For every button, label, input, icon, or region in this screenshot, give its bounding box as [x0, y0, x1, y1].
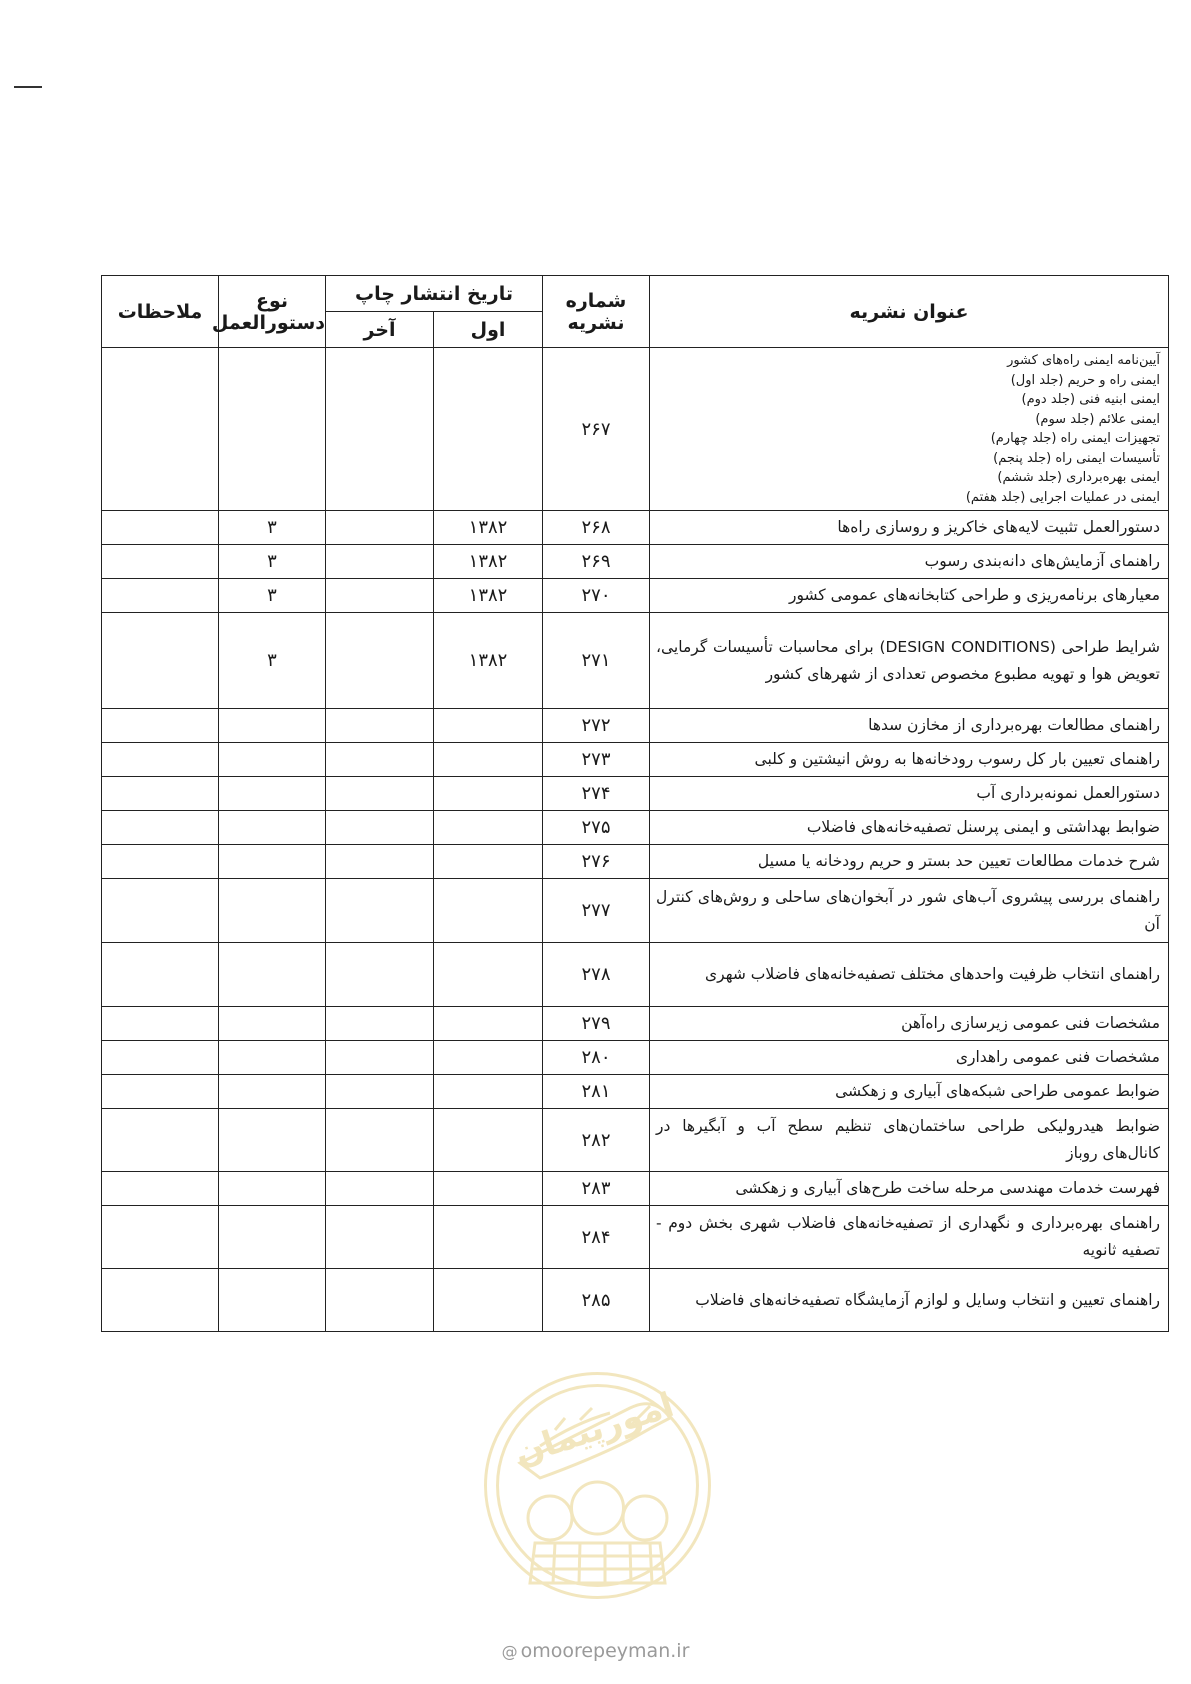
row-notes: [102, 811, 219, 845]
row-title: مشخصات فنی عمومی زیرسازی راه‌آهن: [650, 1007, 1169, 1041]
row-notes: [102, 709, 219, 743]
row-notes: [102, 743, 219, 777]
row-title: معیارهای برنامه‌ریزی و طراحی کتابخانه‌های عمومی کشور: [650, 579, 1169, 613]
row-first-print: ۱۳۸۲: [434, 579, 543, 613]
row-number: ۲۸۵: [543, 1269, 650, 1332]
row-type: ۳: [219, 579, 326, 613]
row-first-print: [434, 1075, 543, 1109]
website-url: omoorepeyman.ir: [520, 1640, 690, 1662]
row-type: ۳: [219, 511, 326, 545]
row-notes: [102, 348, 219, 511]
row-title: راهنمای تعیین بار کل رسوب رودخانه‌ها به روش انیشتین و کلبی: [650, 743, 1169, 777]
row-notes: [102, 777, 219, 811]
row-notes: [102, 845, 219, 879]
row-number: ۲۷۰: [543, 579, 650, 613]
row-notes: [102, 879, 219, 943]
row-title: راهنمای تعیین و انتخاب وسایل و لوازم آزمایشگاه تصفیه‌خانه‌های فاضلاب: [650, 1269, 1169, 1332]
row-last-print: [326, 545, 434, 579]
row-title: ضوابط هیدرولیکی طراحی ساختمان‌های تنظیم سطح آب و آبگیرها در کانال‌های روباز: [650, 1109, 1169, 1172]
row-first-print: [434, 743, 543, 777]
row-last-print: [326, 1041, 434, 1075]
row-first-print: [434, 1206, 543, 1269]
table-header: [102, 276, 1169, 348]
row-title: آیین‌نامه ایمنی راه‌های کشور ایمنی راه و حریم (جلد اول) ایمنی ابنیه فنی (جلد دوم) ایمنی علائم (جلد سوم) تجهیزات ایمنی راه (جلد چهارم) تأسیسات ایمنی راه (جلد پنجم) ایمنی بهره‌برداری (جلد ششم) ایمنی در عملیات اجرایی (جلد هفتم): [650, 348, 1169, 511]
row-title: راهنمای بررسی پیشروی آب‌های شور در آبخوان‌های ساحلی و روش‌های کنترل آن: [650, 879, 1169, 943]
logo-lettering: امورپیمان: [509, 1385, 679, 1475]
table-row: [102, 1109, 1169, 1172]
row-first-print: ۱۳۸۲: [434, 545, 543, 579]
row-type: [219, 1269, 326, 1332]
row-first-print: [434, 348, 543, 511]
row-number: ۲۷۴: [543, 777, 650, 811]
row-first-print: [434, 1172, 543, 1206]
row-last-print: [326, 1269, 434, 1332]
at-icon: @: [501, 1642, 518, 1661]
row-last-print: [326, 811, 434, 845]
row-type: [219, 1041, 326, 1075]
row-type: ۳: [219, 613, 326, 709]
row-number: ۲۷۶: [543, 845, 650, 879]
row-last-print: [326, 348, 434, 511]
row-last-print: [326, 1109, 434, 1172]
row-first-print: [434, 879, 543, 943]
table-row: [102, 709, 1169, 743]
row-last-print: [326, 511, 434, 545]
row-type: [219, 1172, 326, 1206]
row-number: ۲۶۷: [543, 348, 650, 511]
row-type: [219, 743, 326, 777]
row-number: ۲۷۱: [543, 613, 650, 709]
website-footer: [0, 1640, 1191, 1662]
table-row: [102, 845, 1169, 879]
row-number: ۲۷۲: [543, 709, 650, 743]
corner-mark: [14, 86, 42, 88]
row-type: [219, 1075, 326, 1109]
table-row: [102, 511, 1169, 545]
row-title: راهنمای آزمایش‌های دانه‌بندی رسوب: [650, 545, 1169, 579]
table-row: [102, 777, 1169, 811]
row-last-print: [326, 743, 434, 777]
header-number: شماره نشریه: [543, 276, 650, 348]
row-first-print: [434, 709, 543, 743]
row-title: راهنمای بهره‌برداری و نگهداری از تصفیه‌خانه‌های فاضلاب شهری بخش دوم - تصفیه ثانویه: [650, 1206, 1169, 1269]
row-last-print: [326, 709, 434, 743]
row-title: دستورالعمل نمونه‌برداری آب: [650, 777, 1169, 811]
table-row: [102, 1172, 1169, 1206]
omoorepeyman-logo-watermark: [480, 1368, 715, 1603]
header-first: اول: [434, 312, 543, 348]
table-row: [102, 545, 1169, 579]
row-number: ۲۷۳: [543, 743, 650, 777]
table-row: [102, 943, 1169, 1007]
row-number: ۲۸۴: [543, 1206, 650, 1269]
header-notes: ملاحظات: [102, 276, 219, 348]
row-first-print: [434, 1109, 543, 1172]
row-last-print: [326, 1206, 434, 1269]
row-title: فهرست خدمات مهندسی مرحله ساخت طرح‌های آبیاری و زهکشی: [650, 1172, 1169, 1206]
row-first-print: [434, 777, 543, 811]
row-last-print: [326, 845, 434, 879]
row-number: ۲۶۸: [543, 511, 650, 545]
row-first-print: [434, 845, 543, 879]
row-first-print: [434, 811, 543, 845]
row-notes: [102, 1041, 219, 1075]
table-row: [102, 743, 1169, 777]
row-type: ۳: [219, 545, 326, 579]
row-number: ۲۶۹: [543, 545, 650, 579]
table-row: [102, 613, 1169, 709]
row-number: ۲۷۸: [543, 943, 650, 1007]
header-print-date: تاریخ انتشار چاپ: [326, 276, 543, 312]
row-title: ضوابط بهداشتی و ایمنی پرسنل تصفیه‌خانه‌های فاضلاب: [650, 811, 1169, 845]
row-first-print: [434, 1007, 543, 1041]
header-last: آخر: [326, 312, 434, 348]
row-type: [219, 777, 326, 811]
row-last-print: [326, 943, 434, 1007]
header-title: عنوان نشریه: [650, 276, 1169, 348]
row-notes: [102, 943, 219, 1007]
table-row: [102, 1269, 1169, 1332]
row-last-print: [326, 777, 434, 811]
row-title: شرح خدمات مطالعات تعیین حد بستر و حریم رودخانه یا مسیل: [650, 845, 1169, 879]
row-notes: [102, 545, 219, 579]
row-notes: [102, 511, 219, 545]
table-row: [102, 811, 1169, 845]
row-number: ۲۸۱: [543, 1075, 650, 1109]
table-row: [102, 1206, 1169, 1269]
row-title: مشخصات فنی عمومی راهداری: [650, 1041, 1169, 1075]
row-title: شرایط طراحی (DESIGN CONDITIONS) برای محاسبات تأسیسات گرمایی، تعویض هوا و تهویه مطبوع مخصوص تعدادی از شهرهای کشور: [650, 613, 1169, 709]
row-number: ۲۷۷: [543, 879, 650, 943]
row-last-print: [326, 579, 434, 613]
row-type: [219, 879, 326, 943]
row-notes: [102, 1109, 219, 1172]
row-first-print: ۱۳۸۲: [434, 613, 543, 709]
row-last-print: [326, 1007, 434, 1041]
row-number: ۲۸۳: [543, 1172, 650, 1206]
row-notes: [102, 1007, 219, 1041]
header-type: نوع دستورالعمل: [219, 276, 326, 348]
table-row: [102, 879, 1169, 943]
row-type: [219, 943, 326, 1007]
row-last-print: [326, 613, 434, 709]
row-type: [219, 1007, 326, 1041]
row-notes: [102, 1172, 219, 1206]
table-row: [102, 1041, 1169, 1075]
row-number: ۲۸۰: [543, 1041, 650, 1075]
table-body: [102, 348, 1169, 1332]
row-notes: [102, 1206, 219, 1269]
row-first-print: [434, 1041, 543, 1075]
row-notes: [102, 1075, 219, 1109]
table-row: [102, 1007, 1169, 1041]
row-type: [219, 1206, 326, 1269]
row-first-print: [434, 1269, 543, 1332]
row-number: ۲۷۹: [543, 1007, 650, 1041]
table-row: [102, 348, 1169, 511]
row-type: [219, 1109, 326, 1172]
row-notes: [102, 613, 219, 709]
table-row: [102, 1075, 1169, 1109]
row-notes: [102, 1269, 219, 1332]
row-type: [219, 348, 326, 511]
row-last-print: [326, 1172, 434, 1206]
row-type: [219, 811, 326, 845]
row-notes: [102, 579, 219, 613]
row-title: راهنمای مطالعات بهره‌برداری از مخازن سدها: [650, 709, 1169, 743]
row-last-print: [326, 879, 434, 943]
row-number: ۲۷۵: [543, 811, 650, 845]
row-title: دستورالعمل تثبیت لایه‌های خاکریز و روسازی راه‌ها: [650, 511, 1169, 545]
table-row: [102, 579, 1169, 613]
row-first-print: [434, 943, 543, 1007]
row-first-print: ۱۳۸۲: [434, 511, 543, 545]
row-type: [219, 709, 326, 743]
row-title: ضوابط عمومی طراحی شبکه‌های آبیاری و زهکشی: [650, 1075, 1169, 1109]
row-title: راهنمای انتخاب ظرفیت واحدهای مختلف تصفیه‌خانه‌های فاضلاب شهری: [650, 943, 1169, 1007]
publications-table: [101, 275, 1169, 1332]
row-number: ۲۸۲: [543, 1109, 650, 1172]
row-last-print: [326, 1075, 434, 1109]
row-type: [219, 845, 326, 879]
